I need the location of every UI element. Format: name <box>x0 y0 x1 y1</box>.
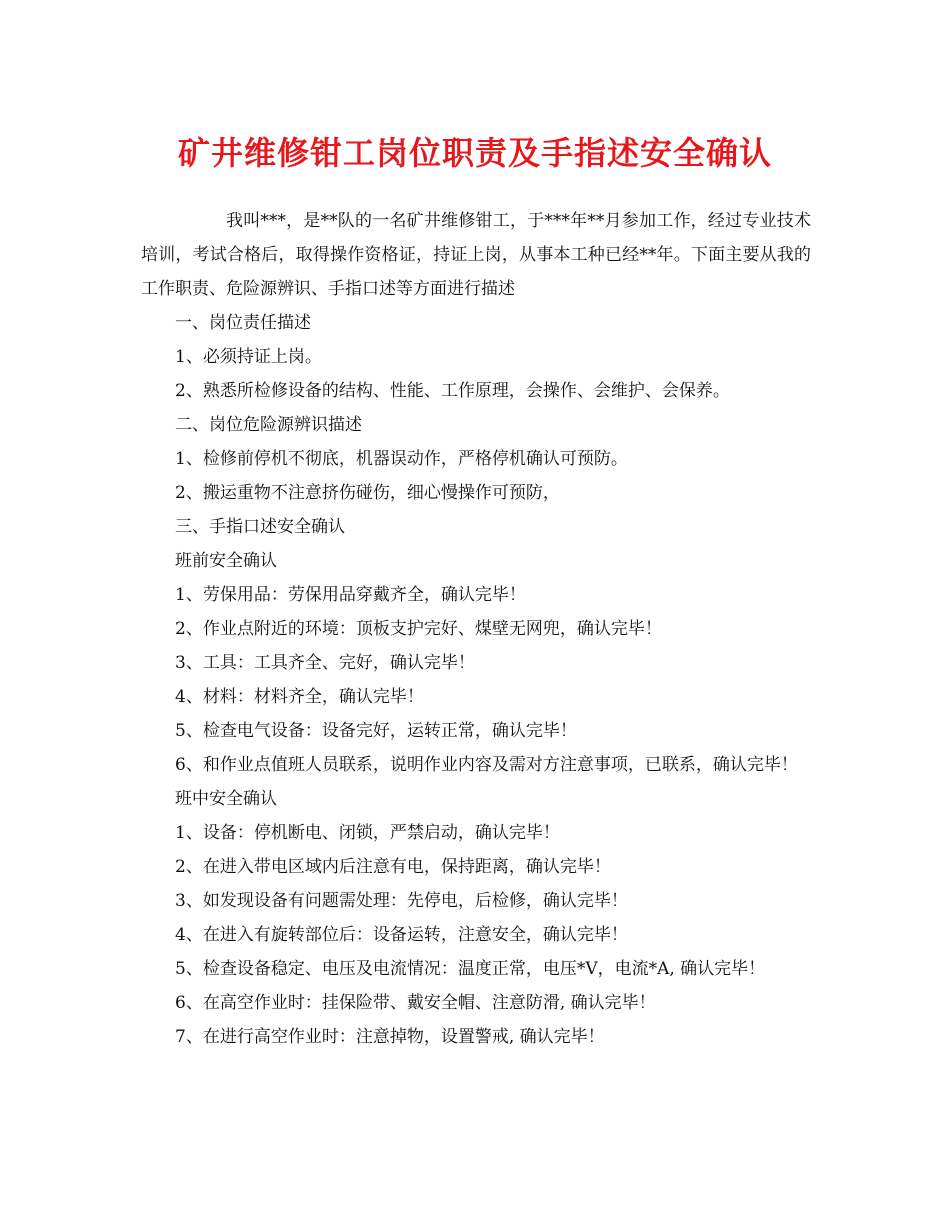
list-item: 5、检查电气设备：设备完好，运转正常，确认完毕！ <box>175 721 577 741</box>
subsection-heading-pre-shift: 班前安全确认 <box>175 551 277 571</box>
list-item: 6、在高空作业时：挂保险带、戴安全帽、注意防滑, 确认完毕！ <box>175 993 656 1013</box>
list-item: 5、检查设备稳定、电压及电流情况：温度正常，电压*V，电流*A, 确认完毕！ <box>175 959 766 979</box>
subsection-heading-mid-shift: 班中安全确认 <box>175 789 277 809</box>
document-title: 矿井维修钳工岗位职责及手指述安全确认 <box>177 134 772 172</box>
list-item: 7、在进行高空作业时：注意掉物，设置警戒, 确认完毕！ <box>175 1027 605 1047</box>
section-heading-2: 二、岗位危险源辨识描述 <box>175 415 362 435</box>
section-heading-3: 三、手指口述安全确认 <box>175 517 345 537</box>
list-item: 1、劳保用品：劳保用品穿戴齐全，确认完毕！ <box>175 585 526 605</box>
list-item: 1、设备：停机断电、闭锁，严禁启动，确认完毕！ <box>175 823 560 843</box>
section-heading-1: 一、岗位责任描述 <box>175 313 311 333</box>
intro-paragraph: 我叫***，是**队的一名矿井维修钳工，于***年**月参加工作，经过专业技术培训，考试合格后，取得操作资格证，持证上岗，从事本工种已经**年。下面主要从我的工作职责、危险源辨识、手指口述等方面进行描述 <box>141 211 811 299</box>
list-item: 3、工具：工具齐全、完好，确认完毕！ <box>175 653 475 673</box>
list-item: 1、必须持证上岗。 <box>175 347 322 367</box>
list-item: 4、在进入有旋转部位后：设备运转，注意安全，确认完毕！ <box>175 925 628 945</box>
list-item: 2、搬运重物不注意挤伤碰伤，细心慢操作可预防， <box>175 483 560 503</box>
list-item: 6、和作业点值班人员联系，说明作业内容及需对方注意事项，已联系，确认完毕！ <box>175 755 798 775</box>
list-item: 2、熟悉所检修设备的结构、性能、工作原理，会操作、会维护、会保养。 <box>175 381 730 401</box>
list-item: 4、材料：材料齐全，确认完毕！ <box>175 687 424 707</box>
list-item: 1、检修前停机不彻底，机器误动作，严格停机确认可预防。 <box>175 449 628 469</box>
document-body <box>141 204 811 1054</box>
list-item: 3、如发现设备有问题需处理：先停电，后检修，确认完毕！ <box>175 891 628 911</box>
list-item: 2、作业点附近的环境：顶板支护完好、煤壁无网兜，确认完毕！ <box>175 619 662 639</box>
list-item: 2、在进入带电区域内后注意有电，保持距离，确认完毕！ <box>175 857 611 877</box>
